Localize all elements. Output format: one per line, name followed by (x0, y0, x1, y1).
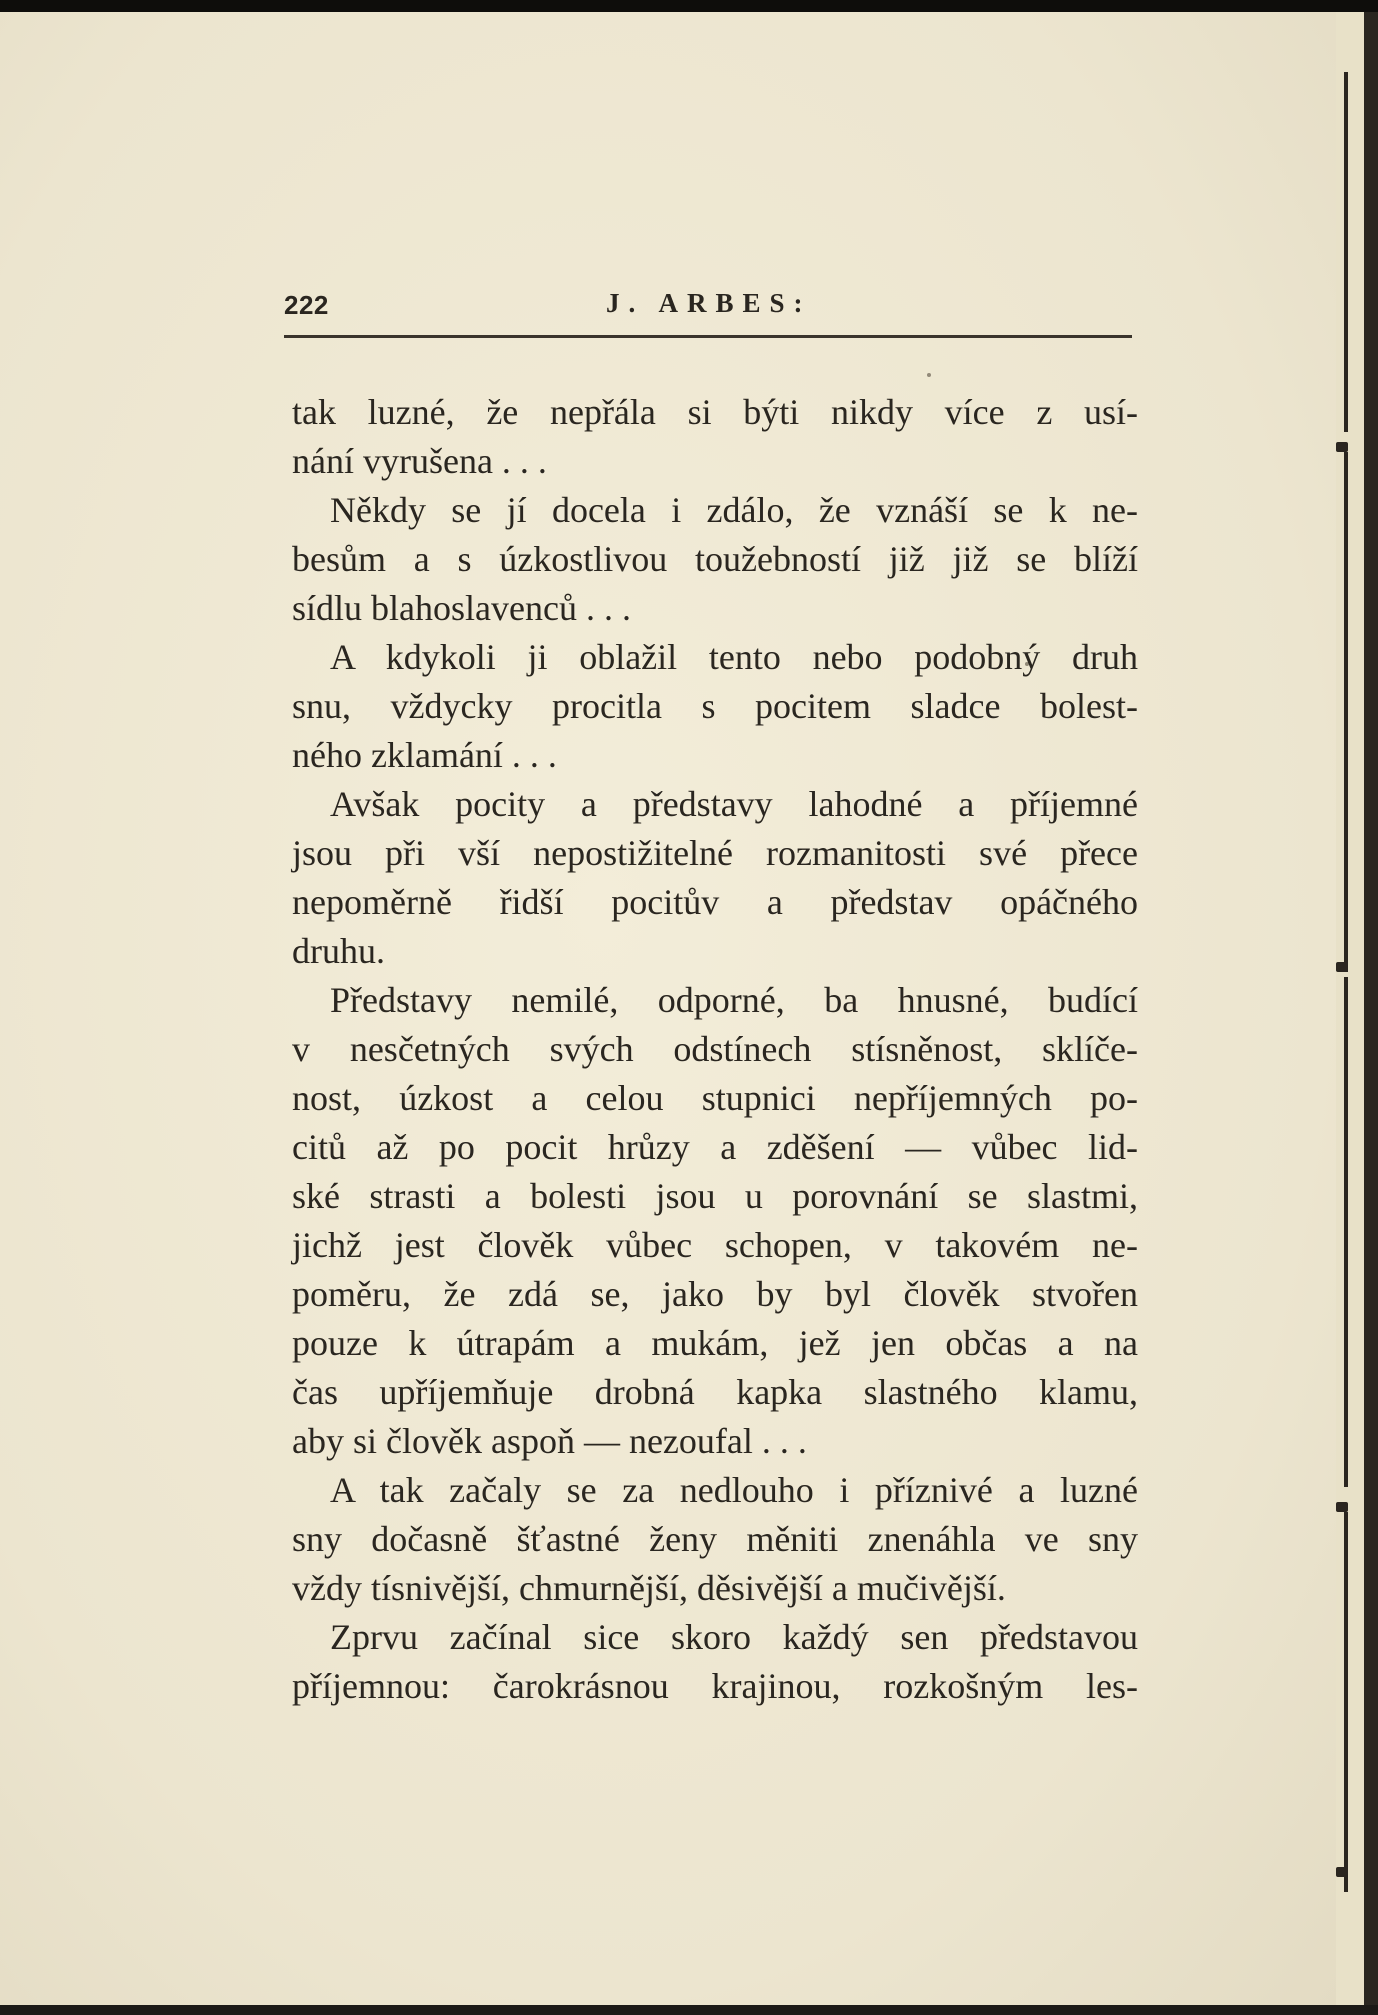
body-text (292, 388, 1138, 1711)
text-line: tak luzné, že nepřála si býti nikdy více z usí- (292, 392, 1138, 432)
text-line: Avšak pocity a představy lahodné a příjemné (330, 784, 1138, 824)
paper-speck (927, 373, 931, 377)
text-line: Zprvu začínal sice skoro každý sen představou (330, 1617, 1138, 1657)
text-line: A kdykoli ji oblažil tento nebo podobný druh (330, 637, 1138, 677)
binding-mark (1336, 962, 1348, 972)
text-line: ské strasti a bolesti jsou u porovnání se slastmi, (292, 1176, 1138, 1216)
page-header (284, 288, 1132, 328)
text-line: v nesčetných svých odstínech stísněnost, sklíče- (292, 1029, 1138, 1069)
text-line: sídlu blahoslavenců . . . (292, 588, 631, 628)
text-line: nepoměrně řidší pocitův a představ opáčného (292, 882, 1138, 922)
binding-mark (1336, 1502, 1348, 1512)
text-line: jichž jest člověk vůbec schopen, v takovém ne- (292, 1225, 1138, 1265)
binding-rule (1344, 452, 1348, 972)
text-line: citů až po pocit hrůzy a zděšení — vůbec lid- (292, 1127, 1138, 1167)
binding-mark (1336, 442, 1348, 452)
text-line: druhu. (292, 931, 385, 971)
text-line: nost, úzkost a celou stupnici nepříjemných po- (292, 1078, 1138, 1118)
text-line: ného zklamání . . . (292, 735, 557, 775)
text-line: besům a s úzkostlivou toužebností již již se blíží (292, 539, 1138, 579)
text-line: jsou při vší nepostižitelné rozmanitosti své přece (292, 833, 1138, 873)
text-line: sny dočasně šťastné ženy měniti znenáhla ve sny (292, 1519, 1138, 1559)
binding-shadow (1364, 12, 1378, 2005)
text-line: nání vyrušena . . . (292, 441, 547, 481)
text-line: pouze k útrapám a mukám, jež jen občas a na (292, 1323, 1138, 1363)
header-rule (284, 335, 1132, 338)
scan-top-edge (0, 0, 1378, 12)
binding-rule (1344, 1512, 1348, 1892)
text-line: příjemnou: čarokrásnou krajinou, rozkošným les- (292, 1666, 1138, 1706)
binding-rule (1344, 977, 1348, 1487)
text-line: aby si člověk aspoň — nezoufal . . . (292, 1421, 807, 1461)
page-number: 222 (284, 290, 329, 320)
text-line: vždy tísnivější, chmurnější, děsivější a mučivější. (292, 1568, 1006, 1608)
binding-mark (1336, 1867, 1348, 1877)
text-line: poměru, že zdá se, jako by byl člověk stvořen (292, 1274, 1138, 1314)
text-line: A tak začaly se za nedlouho i příznivé a luzné (330, 1470, 1138, 1510)
book-binding-edge (1336, 12, 1378, 2005)
text-line: čas upříjemňuje drobná kapka slastného klamu, (292, 1372, 1138, 1412)
text-line: Někdy se jí docela i zdálo, že vznáší se k ne- (330, 490, 1138, 530)
binding-rule (1344, 72, 1348, 432)
text-line: Představy nemilé, odporné, ba hnusné, budící (330, 980, 1138, 1020)
running-head: J. ARBES: (606, 288, 812, 318)
text-line: snu, vždycky procitla s pocitem sladce bolest- (292, 686, 1138, 726)
